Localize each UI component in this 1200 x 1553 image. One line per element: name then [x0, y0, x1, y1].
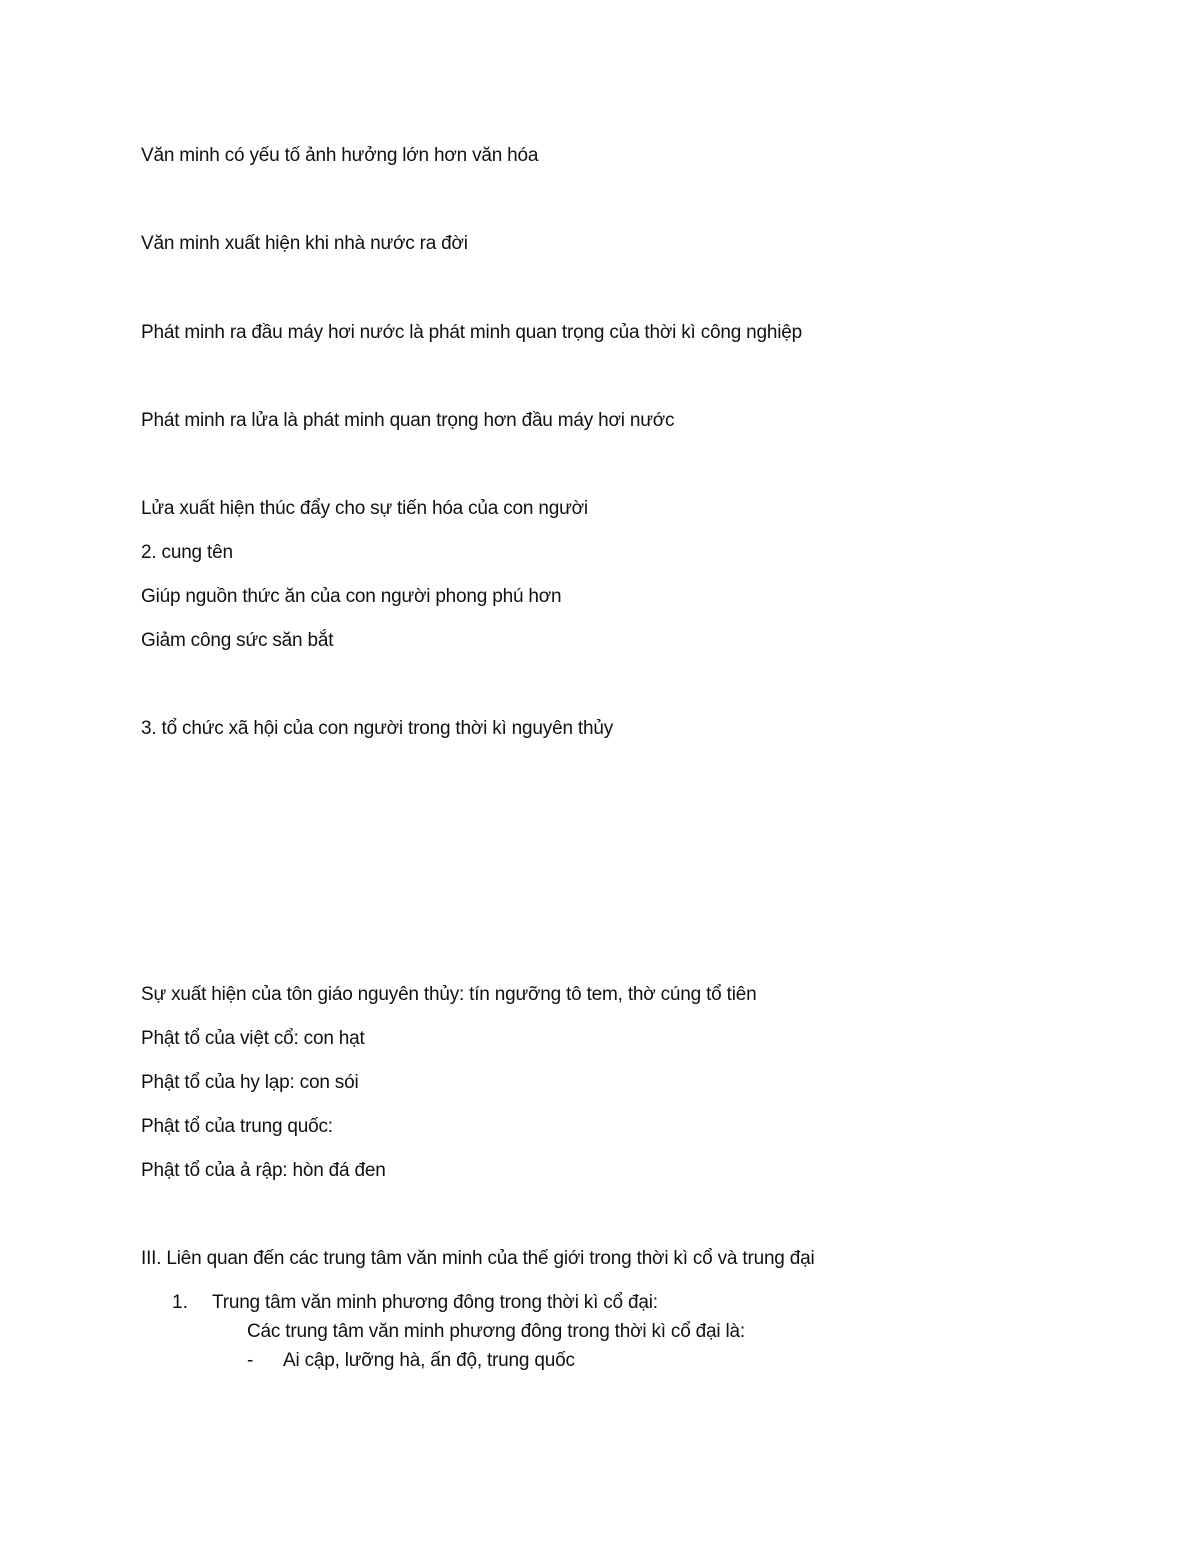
text-line: Phát minh ra đầu máy hơi nước là phát minh quan trọng của thời kì công nghiệp: [141, 322, 803, 343]
text-line: Văn minh xuất hiện khi nhà nước ra đời: [141, 233, 468, 254]
text-line: Lửa xuất hiện thúc đẩy cho sự tiến hóa của con người: [141, 498, 588, 519]
text-line: Giúp nguồn thức ăn của con người phong phú hơn: [141, 586, 562, 607]
section-heading: III. Liên quan đến các trung tâm văn minh của thế giới trong thời kì cổ và trung đại: [141, 1248, 815, 1269]
bullet-text: Ai cập, lưỡng hà, ấn độ, trung quốc: [283, 1350, 575, 1371]
text-line: Phật tổ của ả rập: hòn đá đen: [141, 1160, 386, 1181]
text-line: Sự xuất hiện của tôn giáo nguyên thủy: tín ngưỡng tô tem, thờ cúng tổ tiên: [141, 984, 757, 1005]
text-line: Phật tổ của trung quốc:: [141, 1116, 333, 1137]
text-line: Phật tổ của hy lạp: con sói: [141, 1072, 359, 1093]
indented-text: Các trung tâm văn minh phương đông trong thời kì cổ đại là:: [247, 1321, 745, 1342]
text-line: 3. tổ chức xã hội của con người trong thời kì nguyên thủy: [141, 718, 614, 739]
list-item-text: Trung tâm văn minh phương đông trong thời kì cổ đại:: [212, 1292, 658, 1313]
list-number: 1.: [172, 1292, 188, 1313]
text-line: Văn minh có yếu tố ảnh hưởng lớn hơn văn hóa: [141, 145, 539, 166]
text-line: 2. cung tên: [141, 542, 233, 563]
text-line: Phật tổ của việt cổ: con hạt: [141, 1028, 365, 1049]
text-line: Phát minh ra lửa là phát minh quan trọng hơn đầu máy hơi nước: [141, 410, 675, 431]
bullet-marker: -: [247, 1350, 254, 1371]
text-line: Giảm công sức săn bắt: [141, 630, 334, 651]
